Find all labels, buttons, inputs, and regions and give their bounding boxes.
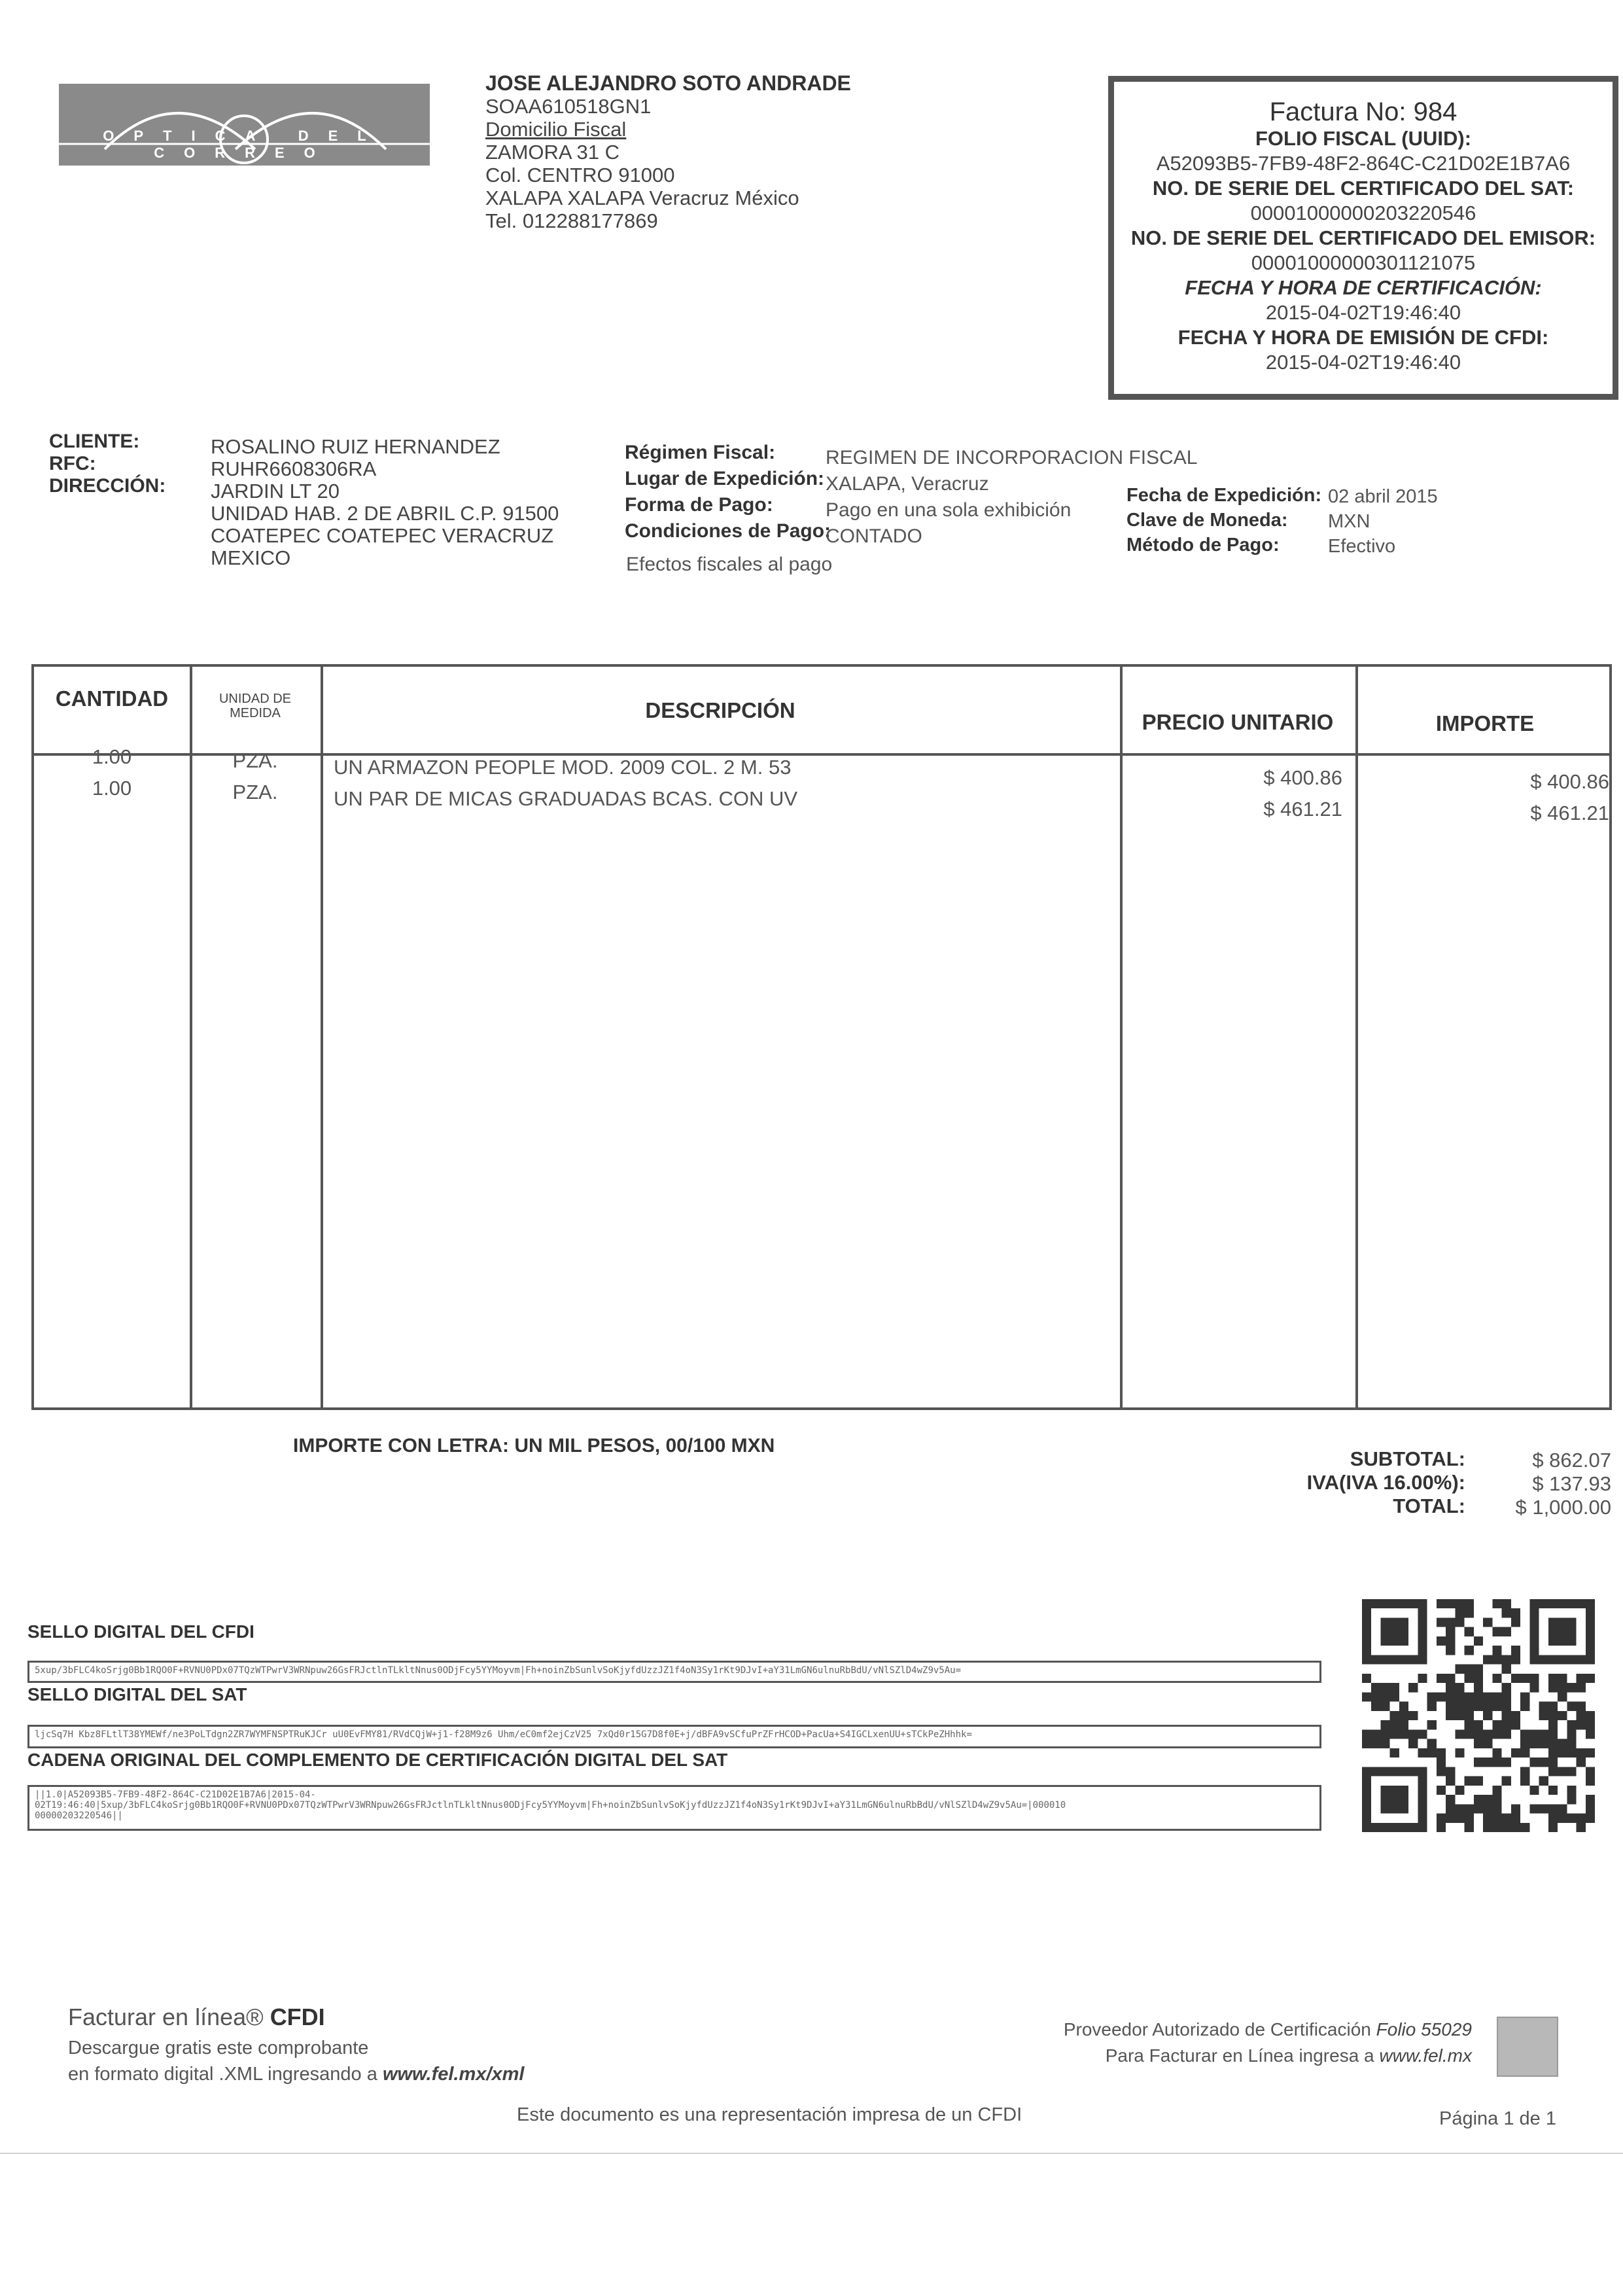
logo-text: OPTICA DEL CORREO [103, 128, 386, 161]
emitter-colonia: Col. CENTRO 91000 [485, 164, 675, 186]
proveedor-prefix: Proveedor Autorizado de Certificación [1063, 2019, 1371, 2040]
emision-label: FECHA Y HORA DE EMISIÓN DE CFDI: [1178, 326, 1549, 349]
iva-label: IVA(IVA 16.00%): [1306, 1471, 1465, 1494]
proveedor-block [968, 2017, 1472, 2069]
lugar-value: XALAPA, Veracruz [826, 473, 989, 495]
sello-sat-box [27, 1725, 1321, 1748]
header-importe: IMPORTE [1435, 711, 1535, 735]
expedicion-values [1328, 484, 1438, 559]
serie-emisor-label: NO. DE SERIE DEL CERTIFICADO DEL EMISOR: [1130, 226, 1596, 249]
sat-seal-image [1497, 2017, 1558, 2077]
condiciones-label: Condiciones de Pago: [625, 520, 831, 542]
sello-cfdi-value: 5xup/3bFLC4koSrjg0Bb1RQO0F+RVNU0PDx07TQzWTPwrV3WRNpuw26GsFRJctlnTLkltNnus0ODjFcy5YYMoyvm|Fh+noinZbSunlvSoKjyfdUzzJZ1f4oN3Sy1rKt9DJvI+aY31LmGN6ulnuRbBdU/vNlSZlD4wZ9v5Au= [35, 1665, 962, 1676]
folio-fiscal-value: A52093B5-7FB9-48F2-864C-C21D02E1B7A6 [1156, 152, 1571, 175]
total-label: TOTAL: [1393, 1494, 1465, 1517]
header-cantidad: CANTIDAD [55, 686, 169, 711]
footer-title [68, 2004, 325, 2031]
efectos-fiscales: Efectos fiscales al pago [626, 554, 833, 575]
footer-line-2-prefix: en formato digital .XML ingresando a [68, 2064, 377, 2085]
row-2-descripcion: UN PAR DE MICAS GRADUADAS BCAS. CON UV [334, 787, 798, 810]
footer-download-text [68, 2035, 524, 2087]
client-values [211, 436, 559, 569]
letra-value: UN MIL PESOS, 00/100 MXN [514, 1435, 775, 1457]
column-divider [321, 667, 323, 1407]
rfc-label: RFC: [49, 453, 96, 474]
emision-value: 2015-04-02T19:46:40 [1265, 351, 1461, 374]
iva-value: $ 137.93 [1532, 1472, 1611, 1495]
representacion-impresa: Este documento es una representación impresa de un CFDI [517, 2104, 1022, 2125]
regimen-label: Régimen Fiscal: [625, 442, 776, 463]
sello-cfdi-label: SELLO DIGITAL DEL CFDI [27, 1621, 254, 1642]
serie-sat-value: 00001000000203220546 [1250, 202, 1476, 224]
items-table [31, 664, 1612, 1410]
letra-label: IMPORTE CON LETRA: [293, 1435, 509, 1457]
sello-sat-value: ljcSq7H Kbz8FLtlT38YMEWf/ne3PoLTdgn2ZR7WYMFNSPTRuKJCr uU0EvFMY81/RVdCQjW+j1-f28M9z6 Uhm/eC0mf2ejCzV25 7xQd0r15G7D8f0E+j/dBFA9vSCfuPrZFrHCOD+PacUa+S4IGCLxenUU+sTCkPeZHhhk= [35, 1729, 972, 1740]
proveedor-link[interactable]: www.fel.mx [1379, 2045, 1472, 2066]
bottom-divider [0, 2153, 1623, 2154]
row-1-unidad: PZA. [232, 749, 278, 772]
moneda-label: Clave de Moneda: [1126, 510, 1288, 531]
column-divider [190, 667, 192, 1407]
emitter-name: JOSE ALEJANDRO SOTO ANDRADE [485, 71, 851, 95]
regimen-value: REGIMEN DE INCORPORACION FISCAL [826, 447, 1198, 468]
header-descripcion: DESCRIPCIÓN [645, 698, 795, 722]
header-unidad-line2: MEDIDA [230, 706, 281, 720]
forma-label: Forma de Pago: [625, 494, 773, 516]
header-precio-unitario: PRECIO UNITARIO [1142, 710, 1334, 734]
client-name: ROSALINO RUIZ HERNANDEZ [211, 435, 500, 458]
footer-line-1: Descargue gratis este comprobante [68, 2038, 369, 2058]
cadena-line-2: 02T19:46:40|5xup/3bFLC4koSrjg0Bb1RQO0F+RVNU0PDx07TQzWTPwrV3WRNpuw26GsFRJctlnTLkltNnus0ODjFcy5YYMoyvm|Fh+noinZbSunlvSoKjyfdUzzJZ1f4oN3Sy1rKt9DJvI+aY31LmGN6ulnuRbBdU/vNlSZlD4wZ9v5Au=|000010 [35, 1800, 1066, 1810]
sello-cfdi-box [27, 1661, 1321, 1683]
row-2-precio: $ 461.21 [1263, 798, 1342, 821]
direccion-label: DIRECCIÓN: [49, 475, 166, 497]
cadena-line-3: 00000203220546|| [35, 1810, 123, 1821]
client-address-4: MEXICO [211, 546, 291, 569]
footer-title-cfdi: CFDI [270, 2004, 325, 2030]
emitter-domicilio-label: Domicilio Fiscal [485, 118, 627, 141]
emitter-rfc: SOAA610518GN1 [485, 95, 652, 118]
footer-title-prefix: Facturar en línea® [68, 2004, 264, 2030]
moneda-value: MXN [1328, 511, 1370, 532]
proveedor-line-2-prefix: Para Facturar en Línea ingresa a [1105, 2045, 1374, 2066]
serie-sat-label: NO. DE SERIE DEL CERTIFICADO DEL SAT: [1152, 177, 1575, 200]
qr-code [1362, 1599, 1595, 1832]
fiscal-labels [625, 440, 831, 544]
fecha-expedicion-label: Fecha de Expedición: [1126, 485, 1322, 506]
row-1-descripcion: UN ARMAZON PEOPLE MOD. 2009 COL. 2 M. 53 [334, 756, 792, 779]
totals-values [1469, 1449, 1611, 1519]
metodo-label: Método de Pago: [1126, 535, 1280, 556]
footer-line-2 [68, 2061, 524, 2087]
emitter-block [485, 72, 851, 232]
row-1-cantidad: 1.00 [92, 745, 132, 768]
importe-con-letra [293, 1435, 775, 1457]
serie-emisor-value: 00001000000301121075 [1251, 251, 1476, 274]
certificacion-label: FECHA Y HORA DE CERTIFICACIÓN: [1185, 276, 1542, 299]
proveedor-line-2 [968, 2043, 1472, 2069]
metodo-value: Efectivo [1328, 536, 1396, 557]
proveedor-folio: Folio 55029 [1376, 2019, 1472, 2040]
cadena-original-box [27, 1785, 1321, 1831]
company-logo [59, 84, 430, 166]
client-address-1: JARDIN LT 20 [211, 480, 340, 503]
header-unidad-line1: UNIDAD DE [218, 692, 291, 706]
page-number: Página 1 de 1 [1439, 2108, 1556, 2129]
client-rfc: RUHR6608306RA [211, 457, 377, 480]
cadena-original-label: CADENA ORIGINAL DEL COMPLEMENTO DE CERTIFICACIÓN DIGITAL DEL SAT [27, 1750, 728, 1770]
row-1-importe: $ 400.86 [1530, 770, 1609, 793]
forma-value: Pago en una sola exhibición [826, 499, 1072, 521]
invoice-title: Factura No: 984 [1269, 97, 1457, 126]
total-value: $ 1,000.00 [1515, 1496, 1611, 1519]
client-address-3: COATEPEC COATEPEC VERACRUZ [211, 524, 554, 547]
emitter-street: ZAMORA 31 C [485, 141, 620, 164]
row-2-importe: $ 461.21 [1530, 802, 1609, 824]
row-2-unidad: PZA. [232, 781, 278, 804]
subtotal-label: SUBTOTAL: [1350, 1447, 1465, 1470]
lugar-label: Lugar de Expedición: [625, 468, 825, 489]
cadena-line-1: ||1.0|A52093B5-7FB9-48F2-864C-C21D02E1B7A6|2015-04- [35, 1790, 316, 1800]
certificacion-value: 2015-04-02T19:46:40 [1265, 301, 1461, 324]
condiciones-value: CONTADO [826, 525, 922, 547]
client-labels [49, 431, 166, 497]
emitter-city: XALAPA XALAPA Veracruz México [485, 186, 799, 209]
invoice-info-box [1108, 76, 1618, 400]
totals-labels [1243, 1447, 1465, 1518]
proveedor-line-1 [968, 2017, 1472, 2043]
expedicion-labels [1126, 483, 1321, 557]
emitter-phone: Tel. 012288177869 [485, 209, 658, 232]
subtotal-value: $ 862.07 [1532, 1449, 1611, 1472]
folio-fiscal-label: FOLIO FISCAL (UUID): [1255, 127, 1472, 150]
row-2-cantidad: 1.00 [92, 777, 132, 800]
fecha-expedicion-value: 02 abril 2015 [1328, 486, 1438, 507]
header-unidad [190, 692, 321, 720]
footer-xml-link[interactable]: www.fel.mx/xml [382, 2064, 525, 2085]
client-address-2: UNIDAD HAB. 2 DE ABRIL C.P. 91500 [211, 502, 559, 525]
client-label: CLIENTE: [49, 431, 140, 452]
row-1-precio: $ 400.86 [1263, 766, 1342, 789]
sello-sat-label: SELLO DIGITAL DEL SAT [27, 1684, 247, 1704]
